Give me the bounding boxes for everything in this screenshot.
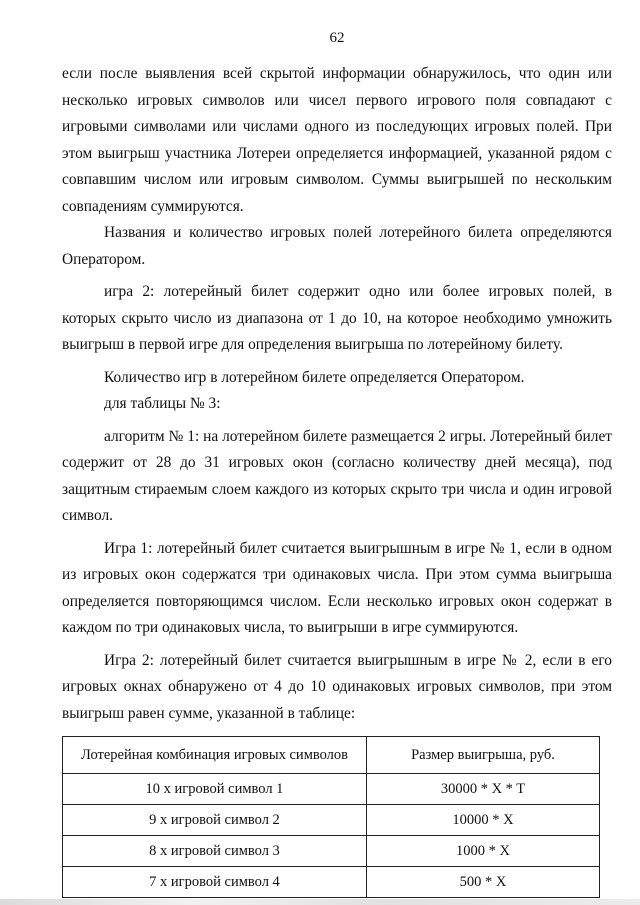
cell-prize: 10000 * X xyxy=(367,805,600,836)
cell-combination: 10 х игровой символ 1 xyxy=(63,774,367,805)
table-row xyxy=(63,774,600,805)
table-row xyxy=(63,836,600,867)
paragraph-game-2-rules: Игра 2: лотерейный билет считается выигрышным в игре № 2, если в его игровых окнах обнаружено от 4 до 10 одинаковых игровых символов, при этом выигрыш равен сумме, указанной в таблице: xyxy=(62,651,612,722)
paragraph-game-count: Количество игр в лотерейном билете определяется Оператором. xyxy=(104,368,525,386)
table-row xyxy=(63,867,600,898)
header-prize-amount: Размер выигрыша, руб. xyxy=(367,737,600,774)
prize-table xyxy=(62,736,600,898)
cell-prize: 30000 * X * T xyxy=(367,774,600,805)
paragraph-table-3-heading: для таблицы № 3: xyxy=(104,395,221,412)
scan-edge-artifact xyxy=(0,899,640,905)
cell-prize: 1000 * X xyxy=(367,836,600,867)
paragraph-algorithm-1: алгоритм № 1: на лотерейном билете размещается 2 игры. Лотерейный билет содержит от 28 до 31 игровых окон (согласно количеству дней месяца), под защитным стираемым слоем каждого из которых скрыто три числа и один игровой символ. xyxy=(62,427,612,524)
cell-prize: 500 * X xyxy=(367,867,600,898)
header-combination: Лотерейная комбинация игровых символов xyxy=(63,737,367,774)
page-number: 62 xyxy=(329,30,345,46)
cell-combination: 8 х игровой символ 3 xyxy=(63,836,367,867)
paragraph-field-names: Названия и количество игровых полей лотерейного билета определяются Оператором. xyxy=(62,224,612,268)
paragraph-game-2-multiplier: игра 2: лотерейный билет содержит одно или более игровых полей, в которых скрыто число из диапазона от 1 до 10, на которое необходимо умножить выигрыш в первой игре для определения выигрыша по лотерейному билету. xyxy=(62,283,612,353)
cell-combination: 7 х игровой символ 4 xyxy=(63,867,367,898)
table-row xyxy=(63,805,600,836)
cell-combination: 9 х игровой символ 2 xyxy=(63,805,367,836)
paragraph-game-1-rules: Игра 1: лотерейный билет считается выигрышным в игре № 1, если в одном из игровых окон содержатся три одинаковых числа. При этом сумма выигрыша определяется повторяющимся числом. Если несколько игровых окон содержат в каждом по три одинаковых числа, то выигрыши в игре суммируются. xyxy=(62,539,612,636)
table-header-row xyxy=(63,737,600,774)
paragraph-continuation: если после выявления всей скрытой информации обнаружилось, что один или несколько игровых символов или чисел первого игрового поля совпадают с игровыми символами или числами одного из последующих игровых полей. При этом выигрыш участника Лотереи определяется информацией, указанной рядом с совпавшим числом или игровым символом. Суммы выигрышей по нескольким совпадениям суммируются. xyxy=(62,65,612,215)
